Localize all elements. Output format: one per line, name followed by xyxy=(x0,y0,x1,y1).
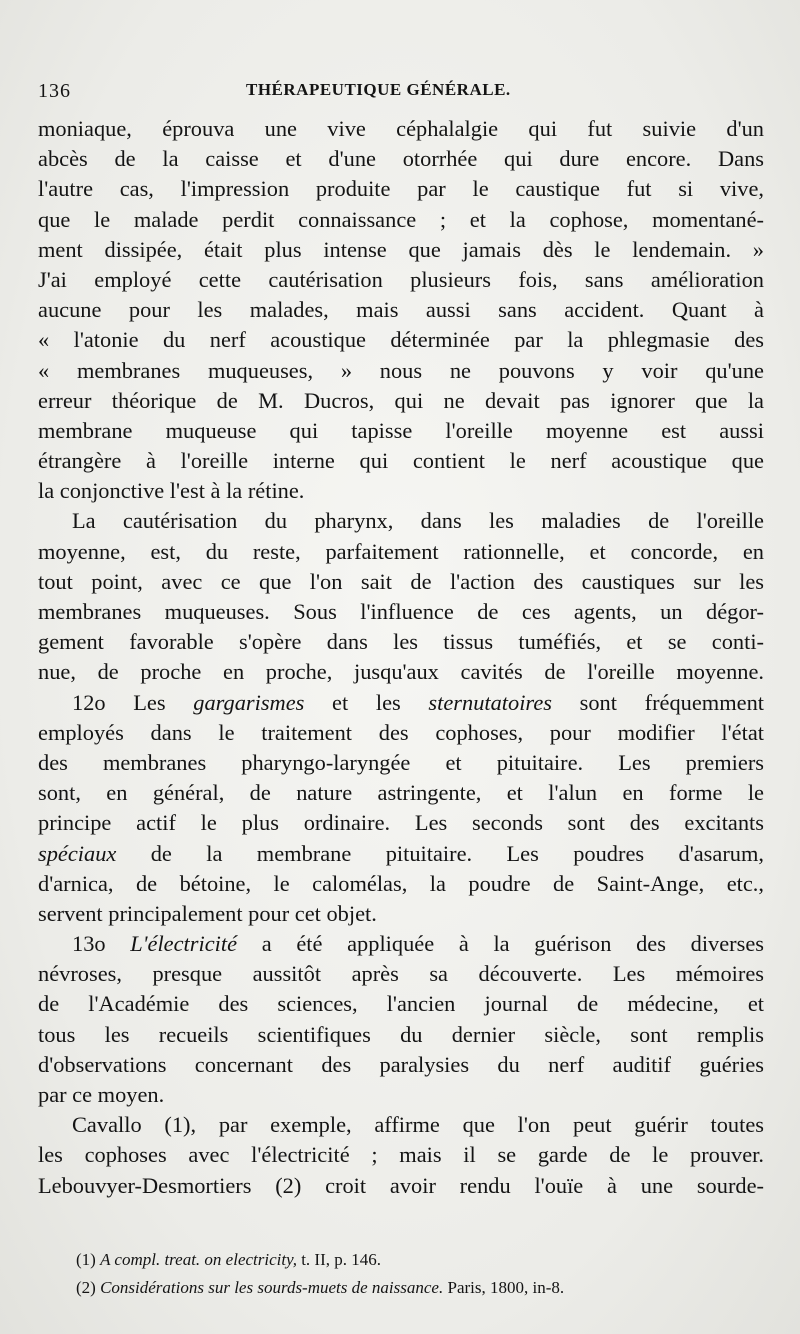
text-line: moniaque, éprouva une vive céphalalgie qui fut suivie d'un xyxy=(38,116,764,141)
text-line: aucune pour les malades, mais aussi sans accident. Quant à xyxy=(38,297,764,323)
text-line xyxy=(38,929,764,959)
text-line: membrane muqueuse qui tapisse l'oreille moyenne est aussi xyxy=(38,417,764,443)
text-span xyxy=(106,931,131,956)
page-header xyxy=(38,80,746,104)
text-span: de la membrane pituitaire. Les poudres d'asarum, xyxy=(116,840,764,866)
text-line xyxy=(38,839,764,869)
text-line: d'observations concernant des paralysies du nerf auditif guéries xyxy=(38,1051,764,1077)
text-line: « membranes muqueuses, » nous ne pouvons y voir qu'une xyxy=(38,357,764,383)
text-line: l'autre cas, l'impression produite par le caustique fut si vive, xyxy=(38,176,764,202)
body-text xyxy=(38,114,764,1201)
footnote xyxy=(76,1246,756,1274)
text-line: « l'atonie du nerf acoustique déterminée par la phlegmasie des xyxy=(38,327,764,353)
text-line xyxy=(38,688,764,718)
section-number: 13o xyxy=(72,931,106,957)
footnote-title: Considérations sur les sourds-muets de naissance. xyxy=(100,1278,444,1297)
footnote xyxy=(76,1274,756,1302)
text-line: la conjonctive l'est à la rétine. xyxy=(38,478,305,504)
text-span: et les xyxy=(304,689,429,715)
text-line: J'ai employé cette cautérisation plusieurs fois, sans amélioration xyxy=(38,266,764,292)
text-line: ment dissipée, était plus intense que jamais dès le lendemain. » xyxy=(38,236,764,262)
text-line: membranes muqueuses. Sous l'influence de ces agents, un dégor- xyxy=(38,599,764,624)
footnote-marker: (2) xyxy=(76,1278,96,1297)
text-line: nue, de proche en proche, jusqu'aux cavités de l'oreille moyenne. xyxy=(38,659,764,685)
text-line: d'arnica, de bétoine, le calomélas, la poudre de Saint-Ange, etc., xyxy=(38,870,764,896)
text-span: a été appliquée à la guérison des diverses xyxy=(237,931,764,957)
text-line: moyenne, est, du reste, parfaitement rationnelle, et concorde, en xyxy=(38,538,764,564)
text-line: employés dans le traitement des cophoses, pour modifier l'état xyxy=(38,719,764,745)
text-line: les cophoses avec l'électricité ; mais il se garde de le prouver. xyxy=(38,1142,764,1168)
text-line: abcès de la caisse et d'une otorrhée qui dure encore. Dans xyxy=(38,146,764,172)
section-number: 12o xyxy=(72,689,106,715)
text-line: par ce moyen. xyxy=(38,1082,165,1107)
footnote-rest: Paris, 1800, in-8. xyxy=(443,1278,565,1297)
footnote-rest: t. II, p. 146. xyxy=(296,1250,381,1269)
italic-term: gargarismes xyxy=(193,689,305,715)
footnote-title: A compl. treat. on electricity, xyxy=(100,1250,297,1269)
text-line: névroses, presque aussitôt après sa découverte. Les mémoires xyxy=(38,961,764,987)
text-span: sont fréquemment xyxy=(551,689,764,715)
text-line: Cavallo (1), par exemple, affirme que l'on peut guérir toutes xyxy=(72,1112,764,1138)
footnotes xyxy=(76,1246,756,1302)
italic-term: sternutatoires xyxy=(428,689,552,715)
footnote-marker: (1) xyxy=(76,1250,96,1269)
text-line: tout point, avec ce que l'on sait de l'action des caustiques sur les xyxy=(38,568,764,594)
text-line: principe actif le plus ordinaire. Les seconds sont des excitants xyxy=(38,810,764,836)
running-title: THÉRAPEUTIQUE GÉNÉRALE. xyxy=(246,80,511,99)
text-line: La cautérisation du pharynx, dans les maladies de l'oreille xyxy=(72,508,764,534)
text-line: étrangère à l'oreille interne qui contient le nerf acoustique que xyxy=(38,448,764,474)
text-line: que le malade perdit connaissance ; et la cophose, momentané- xyxy=(38,206,764,232)
text-line: erreur théorique de M. Ducros, qui ne devait pas ignorer que la xyxy=(38,387,764,413)
text-line: de l'Académie des sciences, l'ancien journal de médecine, et xyxy=(38,991,764,1017)
italic-term: spéciaux xyxy=(38,840,117,866)
text-span: Les xyxy=(105,689,194,715)
text-line: tous les recueils scientifiques du dernier siècle, sont remplis xyxy=(38,1021,764,1047)
text-line: des membranes pharyngo-laryngée et pituitaire. Les premiers xyxy=(38,749,764,775)
text-line: servent principalement pour cet objet. xyxy=(38,900,377,926)
italic-term: L'électricité xyxy=(130,931,238,957)
text-line: gement favorable s'opère dans les tissus tuméfiés, et se conti- xyxy=(38,629,764,655)
page-number: 136 xyxy=(38,80,71,102)
text-line: sont, en général, de nature astringente, et l'alun en forme le xyxy=(38,780,764,806)
text-line: Lebouvyer-Desmortiers (2) croit avoir rendu l'ouïe à une sourde- xyxy=(38,1172,764,1198)
